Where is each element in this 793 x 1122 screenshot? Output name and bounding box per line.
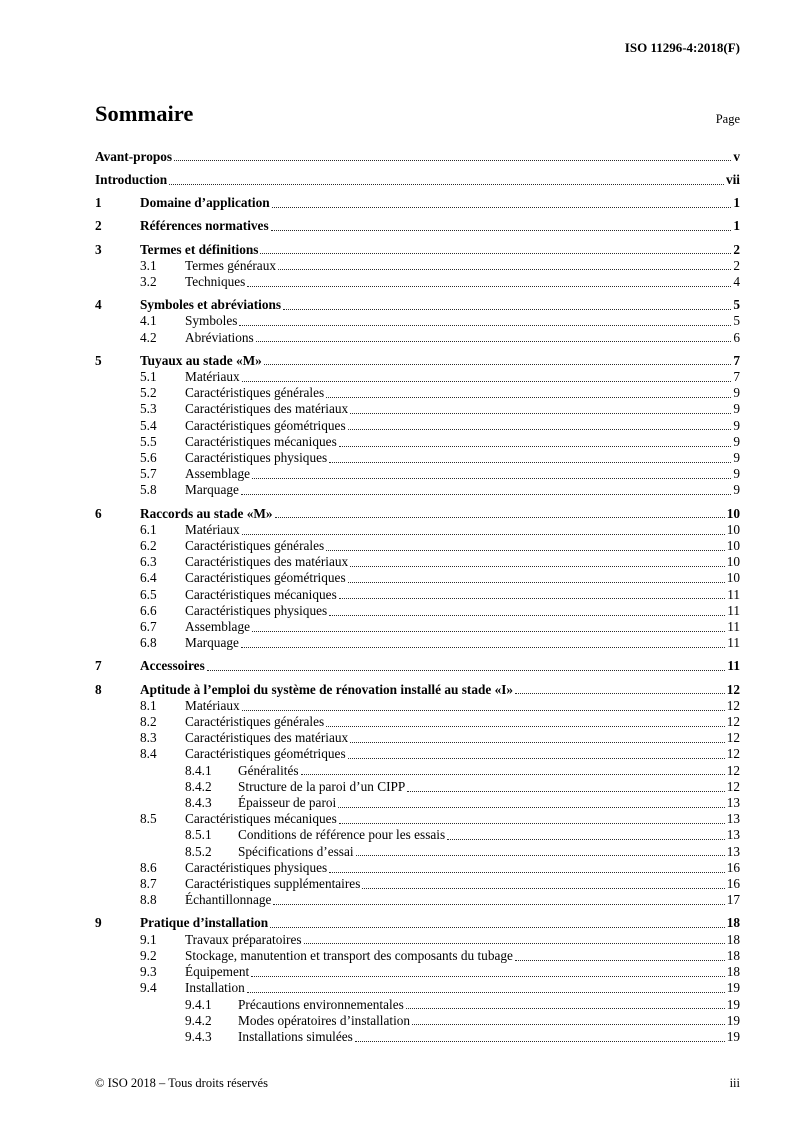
toc-entry bbox=[95, 418, 740, 434]
toc-entry-label: Symboles bbox=[185, 313, 238, 329]
toc-entry bbox=[95, 658, 740, 674]
toc-entry-number: 8.3 bbox=[140, 730, 157, 746]
toc-entry-number: 8.4.2 bbox=[185, 778, 212, 794]
toc-leader-dots bbox=[407, 779, 724, 795]
toc-entry-number: 4.1 bbox=[140, 313, 157, 329]
toc-entry bbox=[95, 385, 740, 401]
toc-entry-page: 19 bbox=[726, 980, 740, 996]
toc-entry-page: 9 bbox=[733, 417, 740, 433]
toc-entry-page: 19 bbox=[726, 996, 740, 1012]
toc-entry-page: 18 bbox=[726, 964, 740, 980]
toc-leader-dots bbox=[350, 554, 725, 570]
toc-entry-page: 12 bbox=[726, 778, 740, 794]
toc-leader-dots bbox=[252, 619, 725, 635]
toc-entry-number: 8.5.2 bbox=[185, 843, 212, 859]
toc-entry-page: 10 bbox=[726, 570, 740, 586]
footer-copyright: © ISO 2018 – Tous droits réservés bbox=[95, 1076, 268, 1090]
toc-entry-label: Assemblage bbox=[185, 466, 250, 482]
toc-entry-number: 6 bbox=[95, 505, 102, 521]
toc-entry-number: 6.2 bbox=[140, 538, 157, 554]
toc-entry-page: 7 bbox=[733, 368, 740, 384]
toc-title: Sommaire bbox=[95, 101, 194, 126]
toc-leader-dots bbox=[515, 948, 725, 964]
toc-entry-number: 5 bbox=[95, 352, 102, 368]
toc-entry-label: Caractéristiques géométriques bbox=[185, 746, 346, 762]
toc-leader-dots bbox=[362, 876, 724, 892]
toc-leader-dots bbox=[273, 892, 724, 908]
toc-entry bbox=[95, 149, 740, 165]
toc-leader-dots bbox=[339, 587, 725, 603]
toc-entry-page: 16 bbox=[726, 876, 740, 892]
toc-entry bbox=[95, 506, 740, 522]
toc-leader-dots bbox=[329, 450, 731, 466]
toc-leader-dots bbox=[241, 482, 731, 498]
toc-entry-number: 6.1 bbox=[140, 521, 157, 537]
toc-entry-page: 10 bbox=[726, 538, 740, 554]
toc-entry-label: Installations simulées bbox=[238, 1028, 353, 1044]
toc-entry bbox=[95, 353, 740, 369]
toc-entry-page: 9 bbox=[733, 401, 740, 417]
toc-entry bbox=[95, 587, 740, 603]
toc-entry bbox=[95, 948, 740, 964]
toc-entry-number: 5.7 bbox=[140, 466, 157, 482]
toc-entry bbox=[95, 195, 740, 211]
toc-entry-page: 13 bbox=[726, 843, 740, 859]
toc-entry bbox=[95, 730, 740, 746]
toc-entry bbox=[95, 779, 740, 795]
toc-entry bbox=[95, 932, 740, 948]
toc-entry bbox=[95, 434, 740, 450]
toc-entry-label: Caractéristiques physiques bbox=[185, 450, 328, 465]
toc-leader-dots bbox=[355, 1029, 725, 1045]
toc-entry bbox=[95, 313, 740, 329]
toc-entry bbox=[95, 1029, 740, 1045]
toc-entry-number: 9.2 bbox=[140, 947, 157, 963]
toc-leader-dots bbox=[242, 698, 725, 714]
toc-entry-label: Caractéristiques générales bbox=[185, 538, 325, 554]
toc-leader-dots bbox=[301, 763, 725, 779]
toc-entry-label: Conditions de référence pour les essais bbox=[238, 827, 446, 843]
toc-entry-number: 8.6 bbox=[140, 859, 157, 875]
toc-entry-number: 3.2 bbox=[140, 273, 157, 289]
toc-leader-dots bbox=[406, 997, 725, 1013]
toc-leader-dots bbox=[242, 522, 725, 538]
toc-entry-page: v bbox=[733, 148, 740, 164]
toc-entry-label: Domaine d’application bbox=[140, 195, 270, 211]
toc-entry-page: 19 bbox=[726, 1012, 740, 1028]
toc-entry-number: 6.8 bbox=[140, 635, 157, 651]
toc-entry bbox=[95, 522, 740, 538]
toc-entry-number: 8.1 bbox=[140, 697, 157, 713]
toc-entry bbox=[95, 844, 740, 860]
toc-entry-page: 18 bbox=[726, 947, 740, 963]
toc-entry-number: 9.4 bbox=[140, 980, 157, 996]
toc-entry-number: 8.8 bbox=[140, 892, 157, 908]
toc-entry bbox=[95, 466, 740, 482]
toc-entry bbox=[95, 997, 740, 1013]
toc-entry-label: Caractéristiques générales bbox=[185, 714, 325, 730]
toc-entry bbox=[95, 795, 740, 811]
toc-entry-number: 5.3 bbox=[140, 401, 157, 417]
toc-entry-number: 8.4.3 bbox=[185, 795, 212, 811]
toc-entry-page: 17 bbox=[726, 892, 740, 908]
toc-entry-page: 12 bbox=[726, 730, 740, 746]
toc-entry-page: 9 bbox=[733, 466, 740, 482]
toc-entry-page: 11 bbox=[727, 602, 740, 618]
toc-entry-label: Matériaux bbox=[185, 521, 240, 537]
toc-entry-label: Stockage, manutention et transport des composants du tubage bbox=[185, 947, 513, 963]
toc-leader-dots bbox=[348, 746, 725, 762]
toc-entry bbox=[95, 482, 740, 498]
toc-entry-page: 12 bbox=[726, 681, 740, 697]
toc-entry-number: 3.1 bbox=[140, 257, 157, 273]
toc-entry bbox=[95, 635, 740, 651]
toc-entry-label: Travaux préparatoires bbox=[185, 931, 302, 947]
toc-leader-dots bbox=[271, 218, 732, 234]
toc-entry-page: 13 bbox=[726, 795, 740, 811]
toc-entry-label: Caractéristiques supplémentaires bbox=[185, 876, 361, 892]
toc-leader-dots bbox=[270, 915, 725, 931]
toc-entry-label: Caractéristiques physiques bbox=[185, 859, 328, 875]
toc-leader-dots bbox=[251, 964, 724, 980]
toc-entry-label: Caractéristiques mécaniques bbox=[185, 586, 337, 602]
toc-entry-label: Termes généraux bbox=[185, 257, 276, 273]
toc-entry-number: 9.3 bbox=[140, 964, 157, 980]
toc-entry bbox=[95, 746, 740, 762]
toc-entry-number: 5.4 bbox=[140, 417, 157, 433]
toc-entry-label: Matériaux bbox=[185, 368, 240, 384]
toc-title-row bbox=[95, 102, 740, 127]
toc-entry-number: 8.4.1 bbox=[185, 762, 212, 778]
toc-entry bbox=[95, 369, 740, 385]
toc-entry bbox=[95, 297, 740, 313]
toc-entry-number: 9.1 bbox=[140, 931, 157, 947]
toc-entry-page: 2 bbox=[733, 241, 740, 257]
toc-entry-label: Caractéristiques des matériaux bbox=[185, 401, 349, 417]
page-footer bbox=[95, 1076, 740, 1091]
toc-entry-label: Caractéristiques mécaniques bbox=[185, 433, 337, 449]
toc-entry-number: 5.1 bbox=[140, 368, 157, 384]
toc-leader-dots bbox=[339, 811, 725, 827]
toc-entry-page: 11 bbox=[727, 635, 740, 651]
toc-entry-label: Généralités bbox=[238, 762, 299, 778]
toc-entry-number: 9 bbox=[95, 915, 102, 931]
document-reference: ISO 11296-4:2018(F) bbox=[624, 40, 740, 55]
toc-entry-label: Caractéristiques mécaniques bbox=[185, 811, 337, 827]
toc-leader-dots bbox=[326, 538, 725, 554]
toc-entry-label: Références normatives bbox=[140, 218, 269, 234]
toc-entry-page: 9 bbox=[733, 450, 740, 465]
toc-leader-dots bbox=[356, 844, 725, 860]
toc-leader-dots bbox=[348, 570, 725, 586]
toc-leader-dots bbox=[326, 714, 725, 730]
toc-entry bbox=[95, 274, 740, 290]
toc-entry-number: 6.7 bbox=[140, 619, 157, 635]
toc-entry bbox=[95, 172, 740, 188]
toc-entry-page: vii bbox=[725, 171, 740, 187]
toc-leader-dots bbox=[169, 172, 724, 188]
toc-entry bbox=[95, 915, 740, 931]
toc-entry-number: 5.5 bbox=[140, 433, 157, 449]
toc-leader-dots bbox=[264, 353, 732, 369]
toc-entry-number: 8.5.1 bbox=[185, 827, 212, 843]
toc-entry-label: Symboles et abréviations bbox=[140, 297, 282, 313]
toc-entry bbox=[95, 811, 740, 827]
toc-entry-label: Assemblage bbox=[185, 619, 250, 635]
toc-leader-dots bbox=[247, 980, 725, 996]
toc-entry bbox=[95, 980, 740, 996]
toc-entry-page: 10 bbox=[726, 521, 740, 537]
toc-entry-label: Pratique d’installation bbox=[140, 915, 269, 931]
toc-entry bbox=[95, 450, 740, 466]
toc-entry bbox=[95, 570, 740, 586]
toc-entry bbox=[95, 258, 740, 274]
toc-entry-number: 5.8 bbox=[140, 482, 157, 498]
toc-entry-page: 12 bbox=[726, 746, 740, 762]
toc-entry-label: Accessoires bbox=[140, 658, 205, 674]
toc-entry-label: Techniques bbox=[185, 273, 246, 289]
toc-leader-dots bbox=[275, 506, 725, 522]
toc-leader-dots bbox=[350, 730, 725, 746]
toc-entry bbox=[95, 682, 740, 698]
toc-entry-number: 8.2 bbox=[140, 714, 157, 730]
toc-entry-page: 5 bbox=[733, 313, 740, 329]
toc-entry-number: 4.2 bbox=[140, 329, 157, 345]
toc-leader-dots bbox=[283, 297, 731, 313]
toc-entry-label: Marquage bbox=[185, 635, 239, 651]
toc-entry-page: 7 bbox=[733, 352, 740, 368]
toc-entry-label: Aptitude à l’emploi du système de rénovation installé au stade «I» bbox=[140, 681, 514, 697]
page-column-label: Page bbox=[715, 112, 740, 126]
toc-entry-page: 11 bbox=[727, 586, 740, 602]
toc-leader-dots bbox=[338, 795, 724, 811]
toc-leader-dots bbox=[348, 418, 732, 434]
toc-entry-page: 9 bbox=[733, 385, 740, 401]
toc-leader-dots bbox=[247, 274, 731, 290]
toc-entry-page: 18 bbox=[726, 931, 740, 947]
toc-entry-number: 4 bbox=[95, 297, 102, 313]
toc-entry bbox=[95, 218, 740, 234]
toc-entry-number: 8.4 bbox=[140, 746, 157, 762]
toc-entry-label: Termes et définitions bbox=[140, 241, 259, 257]
toc-leader-dots bbox=[447, 827, 725, 843]
toc-leader-dots bbox=[350, 401, 731, 417]
toc-entry-page: 2 bbox=[733, 257, 740, 273]
toc-entry-number: 6.3 bbox=[140, 554, 157, 570]
toc-leader-dots bbox=[326, 385, 731, 401]
toc-leader-dots bbox=[252, 466, 731, 482]
toc-leader-dots bbox=[207, 658, 726, 674]
toc-entry bbox=[95, 876, 740, 892]
toc-leader-dots bbox=[239, 313, 731, 329]
toc-leader-dots bbox=[242, 369, 732, 385]
toc-entry-label: Modes opératoires d’installation bbox=[238, 1012, 411, 1028]
toc-entry bbox=[95, 892, 740, 908]
toc-entry-label: Caractéristiques générales bbox=[185, 385, 325, 401]
toc-entry-page: 5 bbox=[733, 297, 740, 313]
toc-entry-page: 10 bbox=[726, 505, 740, 521]
toc-entry-page: 9 bbox=[733, 433, 740, 449]
toc-leader-dots bbox=[304, 932, 725, 948]
toc-entry-number: 5.2 bbox=[140, 385, 157, 401]
toc-entry bbox=[95, 401, 740, 417]
toc-entry bbox=[95, 554, 740, 570]
toc-leader-dots bbox=[329, 603, 725, 619]
toc-entry bbox=[95, 827, 740, 843]
toc-entry-label: Équipement bbox=[185, 964, 250, 980]
toc-leader-dots bbox=[241, 635, 725, 651]
toc-entry-page: 16 bbox=[726, 859, 740, 875]
toc-entry-page: 12 bbox=[726, 762, 740, 778]
toc-entry-label: Abréviations bbox=[185, 329, 254, 345]
toc-entry-number: 9.4.2 bbox=[185, 1012, 212, 1028]
toc-leader-dots bbox=[339, 434, 732, 450]
toc-entry-label: Marquage bbox=[185, 482, 239, 498]
toc-entry-number: 7 bbox=[95, 658, 102, 674]
toc-entry-number: 6.6 bbox=[140, 602, 157, 618]
toc-entry-label: Échantillonnage bbox=[185, 892, 272, 908]
footer-page-number: iii bbox=[729, 1076, 740, 1090]
toc-leader-dots bbox=[272, 195, 732, 211]
toc-entry-label: Structure de la paroi d’un CIPP bbox=[238, 778, 406, 794]
toc-entry-label: Installation bbox=[185, 980, 245, 996]
toc-entry bbox=[95, 603, 740, 619]
toc-leader-dots bbox=[412, 1013, 725, 1029]
toc-entry-number: 9.4.3 bbox=[185, 1028, 212, 1044]
toc-leader-dots bbox=[174, 149, 731, 165]
toc-entry-number: 8 bbox=[95, 681, 102, 697]
toc-entry-page: 1 bbox=[733, 218, 740, 234]
toc-entry-label: Tuyaux au stade «M» bbox=[140, 352, 262, 368]
toc-entry-page: 1 bbox=[733, 195, 740, 211]
toc-entry-label: Spécifications d’essai bbox=[238, 843, 354, 859]
toc-entry-number: 6.5 bbox=[140, 586, 157, 602]
toc-entry-number: 8.7 bbox=[140, 876, 157, 892]
toc-entry bbox=[95, 242, 740, 258]
toc-entry bbox=[95, 964, 740, 980]
toc-leader-dots bbox=[515, 682, 725, 698]
toc-leader-dots bbox=[256, 330, 732, 346]
toc-entry-label: Épaisseur de paroi bbox=[238, 795, 337, 811]
toc-entry-number: 2 bbox=[95, 218, 102, 234]
toc-entry-label: Matériaux bbox=[185, 697, 240, 713]
toc-entry-number: 5.6 bbox=[140, 450, 157, 465]
toc-list bbox=[95, 149, 740, 1045]
toc-entry-label: Caractéristiques géométriques bbox=[185, 417, 346, 433]
toc-entry-number: 9.4.1 bbox=[185, 996, 212, 1012]
toc-entry-page: 13 bbox=[726, 827, 740, 843]
toc-entry-page: 11 bbox=[727, 619, 740, 635]
toc-entry-label: Caractéristiques physiques bbox=[185, 602, 328, 618]
toc-entry bbox=[95, 1013, 740, 1029]
toc-entry-label: Caractéristiques géométriques bbox=[185, 570, 346, 586]
toc-entry-page: 11 bbox=[727, 658, 740, 674]
toc-entry bbox=[95, 619, 740, 635]
toc-entry bbox=[95, 763, 740, 779]
toc-entry-page: 10 bbox=[726, 554, 740, 570]
toc-entry bbox=[95, 698, 740, 714]
toc-entry bbox=[95, 714, 740, 730]
toc-entry-page: 12 bbox=[726, 714, 740, 730]
toc-entry-number: 8.5 bbox=[140, 811, 157, 827]
toc-entry bbox=[95, 538, 740, 554]
toc-entry-label: Caractéristiques des matériaux bbox=[185, 554, 349, 570]
toc-entry-label: Avant-propos bbox=[95, 148, 173, 164]
toc-entry-page: 4 bbox=[733, 273, 740, 289]
toc-entry-page: 13 bbox=[726, 811, 740, 827]
toc-entry-label: Précautions environnementales bbox=[238, 996, 404, 1012]
toc-leader-dots bbox=[260, 242, 731, 258]
toc-entry-number: 1 bbox=[95, 195, 102, 211]
toc-entry-label: Raccords au stade «M» bbox=[140, 505, 273, 521]
toc-entry-number: 3 bbox=[95, 241, 102, 257]
toc-entry-number: 6.4 bbox=[140, 570, 157, 586]
page-header bbox=[95, 40, 740, 56]
toc-entry-page: 6 bbox=[733, 329, 740, 345]
toc-entry-page: 19 bbox=[726, 1028, 740, 1044]
toc-entry bbox=[95, 330, 740, 346]
toc-entry-label: Introduction bbox=[95, 171, 168, 187]
toc-entry-page: 18 bbox=[726, 915, 740, 931]
toc-entry-page: 9 bbox=[733, 482, 740, 498]
toc-entry bbox=[95, 860, 740, 876]
toc-entry-label: Caractéristiques des matériaux bbox=[185, 730, 349, 746]
toc-leader-dots bbox=[329, 860, 725, 876]
toc-leader-dots bbox=[278, 258, 731, 274]
toc-entry-page: 12 bbox=[726, 697, 740, 713]
